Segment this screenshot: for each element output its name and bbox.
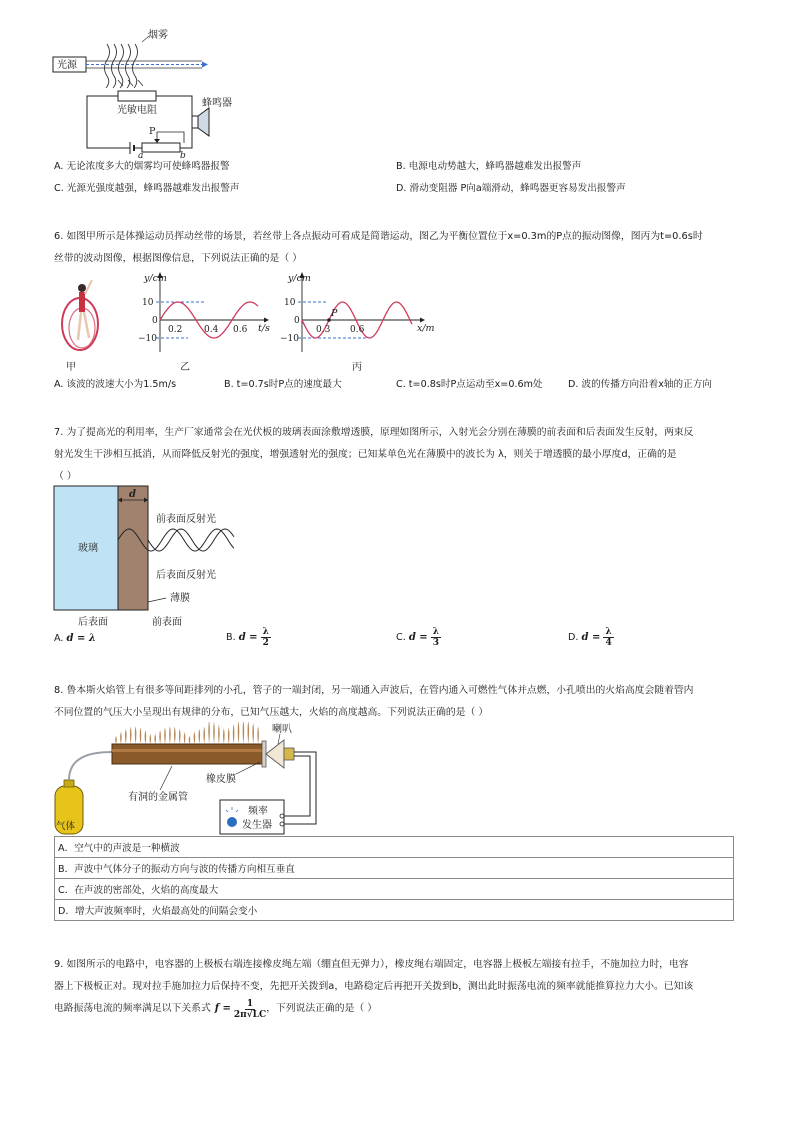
q7-option-d-left: d = [581, 632, 601, 643]
graph-yi-tick-x0: 0.2 [168, 325, 183, 335]
tube-label: 有洞的金属管 [128, 792, 188, 803]
table-row [55, 879, 734, 900]
flame [248, 722, 250, 744]
q7-option-c-left: d = [408, 632, 428, 643]
q8-option-c[interactable]: C．在声波的密部处，火焰的高度最大 [55, 879, 734, 900]
q9-formula-den: 2π√LC [233, 1009, 267, 1020]
flame [115, 736, 117, 744]
flame [213, 722, 215, 744]
freq-label-2: 发生器 [242, 820, 272, 831]
fig-jia-label: 甲 [66, 362, 76, 373]
film-layer [118, 486, 148, 610]
graph-yi [156, 272, 269, 352]
flame [169, 726, 171, 744]
flame [150, 734, 152, 744]
light-arrows-icon [118, 80, 143, 86]
q6-option-b[interactable]: B. t=0.7s时P点的速度最大 [224, 379, 342, 390]
flame [223, 728, 225, 744]
horn-icon [266, 740, 284, 768]
graph-yi-tick-x2: 0.6 [233, 325, 248, 335]
q5-circuit-figure [52, 28, 242, 158]
flame [159, 730, 161, 744]
q8-stem-line2: 不同位置的气压大小呈现出有规律的分布，已知气压越大，火焰的高度越高。下列说法正确的是（ ） [54, 707, 489, 718]
table-row [55, 900, 734, 921]
flame [243, 722, 245, 744]
flame [154, 734, 156, 744]
flame [238, 722, 240, 744]
flame [208, 722, 210, 744]
graph-yi-tick-y1: 0 [152, 316, 158, 326]
q5-circuit-svg [52, 28, 242, 158]
q5-option-b[interactable]: B. 电源电动势越大，蜂鸣器越难发出报警声 [396, 161, 582, 172]
q5-option-a[interactable]: A. 无论浓度多大的烟雾均可使蜂鸣器报警 [54, 161, 230, 172]
freq-label-1: 频率 [248, 806, 268, 817]
front-surface-label: 前表面 [152, 617, 182, 628]
flame [194, 732, 196, 744]
q6-option-d[interactable]: D. 波的传播方向沿着x轴的正方向 [568, 379, 712, 390]
q8-rubens-tube-svg [52, 722, 332, 836]
fig-yi-label: 乙 [180, 362, 190, 373]
flame [179, 729, 181, 744]
q9-stem-line1: 9. 如图所示的电路中，电容器的上极板右端连接橡皮绳左端（绷直但无弹力），橡皮绳右端固定，电容器上极板左端接有拉手，不施加拉力时，电容 [54, 959, 689, 970]
slider-p-label: P [149, 126, 156, 137]
q9-stem-line3-b: ，下列说法正确的是（ ） [266, 1003, 378, 1014]
glass-label: 玻璃 [78, 543, 98, 554]
graph-yi-tick-y2: −10 [138, 334, 157, 344]
q7-option-c[interactable] [396, 626, 441, 650]
flame [203, 726, 205, 744]
flame [174, 727, 176, 744]
gymnast-icon [62, 280, 98, 350]
generator-knob-icon [227, 817, 237, 827]
graph-bing-tick-y2: −10 [280, 334, 299, 344]
q9-formula-f: f = [214, 1003, 231, 1014]
q7-option-c-fraction [431, 627, 441, 648]
front-reflect-label: 前表面反射光 [156, 514, 216, 525]
flame [257, 726, 259, 744]
graph-bing-tick-x0: 0.3 [316, 325, 331, 335]
q6-option-c[interactable]: C. t=0.8s时P点运动至x=0.6m处 [396, 379, 543, 390]
flame-row [115, 722, 259, 744]
film-label: 薄膜 [170, 593, 190, 604]
q7-option-a-label: A. [54, 633, 64, 644]
q7-option-d-den: 4 [605, 637, 612, 648]
q7-stem-line1: 7. 为了提高光的利用率，生产厂家通常会在光伏板的玻璃表面涂敷增透膜，原理如图所示，入射光会分别在薄膜的前表面和后表面发生反射，两束反 [54, 427, 694, 438]
flame [218, 724, 220, 744]
q7-option-a[interactable] [54, 630, 96, 648]
q7-option-b-den: 2 [262, 637, 269, 648]
q8-option-b[interactable]: B．声波中气体分子的振动方向与波的传播方向相互垂直 [55, 858, 734, 879]
flame [135, 726, 137, 744]
q7-option-d-fraction [603, 627, 613, 648]
fig-bing-label: 丙 [352, 362, 362, 373]
q6-option-a[interactable]: A. 该波的波速大小为1.5m/s [54, 379, 177, 390]
graph-yi-tick-y0: 10 [142, 298, 154, 308]
back-reflect-wave [148, 529, 234, 551]
flame [233, 724, 235, 744]
flame [184, 732, 186, 744]
q7-option-b[interactable] [226, 626, 271, 650]
graph-yi-ylabel: y/cm [144, 273, 167, 284]
q7-option-b-left: d = [238, 632, 258, 643]
q7-option-d-num: λ [605, 626, 612, 637]
q8-option-a[interactable]: A．空气中的声波是一种横波 [55, 837, 734, 858]
end-b-label: b [180, 151, 186, 158]
q7-option-c-den: 3 [432, 637, 440, 648]
q6-stem-line1: 6. 如图甲所示是体操运动员挥动丝带的场景，若丝带上各点振动可看成是简谐运动，图乙为平衡位置位于x=0.3m的P点的振动图像，图丙为t=0.6s时 [54, 231, 703, 242]
rheostat [142, 143, 180, 152]
q7-stem-line3: （ ） [54, 471, 77, 482]
metal-tube [112, 744, 262, 764]
back-reflect-label: 后表面反射光 [156, 570, 216, 581]
q9-stem-line3 [54, 996, 377, 1022]
end-a-label: a [138, 151, 144, 158]
q7-option-b-label: B. [226, 632, 236, 643]
graph-yi-xlabel: t/s [258, 323, 270, 334]
graph-bing-xlabel: x/m [417, 323, 435, 334]
q7-stem-line2: 射光发生干涉相互抵消，从而降低反射光的强度，增强透射光的强度；已知某单色光在薄膜中的波长为 λ，则关于增透膜的最小厚度d，正确的是 [54, 449, 677, 460]
graph-bing-tick-y0: 10 [284, 298, 296, 308]
q7-film-svg [52, 484, 252, 632]
q9-formula-num: 1 [246, 998, 254, 1009]
q8-options-table [54, 836, 734, 921]
smoke-label: 烟雾 [148, 30, 168, 41]
gas-label: 气体 [56, 821, 76, 832]
d-label: d [129, 489, 136, 500]
q6-stem-line2: 丝带的波动图像，根据图像信息，下列说法正确的是（ ） [54, 253, 303, 264]
q7-option-b-num: λ [262, 626, 269, 637]
graph-bing-point-label: P [331, 308, 338, 319]
q7-option-c-num: λ [432, 626, 440, 637]
q9-stem-line3-a: 电路振荡电流的频率满足以下关系式 [54, 1003, 211, 1014]
q7-film-figure [52, 484, 252, 632]
rubber-label: 橡皮膜 [206, 774, 236, 785]
graph-bing-ylabel: y/cm [288, 273, 311, 284]
flame [145, 730, 147, 744]
table-row [55, 858, 734, 879]
flame [228, 728, 230, 744]
smoke-icon [105, 44, 138, 88]
q6-figures [52, 266, 452, 374]
graph-yi-tick-x1: 0.4 [204, 325, 219, 335]
q7-option-a-expr: d = λ [66, 633, 96, 644]
flame [130, 726, 132, 744]
q7-option-d-label: D. [568, 632, 579, 643]
q5-option-d[interactable]: D. 滑动变阻器 P向a端滑动，蜂鸣器更容易发出报警声 [396, 183, 626, 194]
light-source-label: 光源 [57, 60, 77, 71]
q8-rubens-tube-figure [52, 722, 332, 836]
q8-option-d[interactable]: D．增大声波频率时，火焰最高处的间隔会变小 [55, 900, 734, 921]
photoresistor [118, 91, 156, 101]
flame [252, 723, 254, 744]
q9-formula-fraction [234, 999, 266, 1020]
graph-bing-tick-y1: 0 [294, 316, 300, 326]
flame [189, 736, 191, 744]
q5-option-c[interactable]: C. 光源光强度越强，蜂鸣器越难发出报警声 [54, 183, 240, 194]
beam-arrow-icon [202, 62, 208, 68]
flame [125, 729, 127, 744]
graph-bing-tick-x1: 0.6 [350, 325, 365, 335]
flame [199, 728, 201, 744]
horn-label: 喇叭 [272, 724, 292, 735]
flame [164, 727, 166, 744]
table-row [55, 837, 734, 858]
graph-bing [298, 272, 425, 352]
buzzer-label: 蜂鸣器 [202, 98, 232, 109]
back-surface-label: 后表面 [78, 617, 108, 628]
q9-stem-line2: 器上下极板正对。现对拉手施加拉力后保持不变，先把开关拨到a，电路稳定后再把开关拨到b，测出此时振荡电流的频率就能推算拉力大小。已知该 [54, 981, 694, 992]
flame [140, 727, 142, 744]
q6-figures-svg [52, 266, 452, 374]
buzzer-icon [192, 116, 198, 128]
flame [120, 732, 122, 744]
photoresistor-label: 光敏电阻 [117, 105, 157, 116]
q8-stem-line1: 8. 鲁本斯火焰管上有很多等间距排列的小孔，管子的一端封闭，另一端通入声波后，在管内通入可燃性气体并点燃，小孔喷出的火焰高度会随着管内 [54, 685, 694, 696]
q7-option-b-fraction [261, 627, 271, 648]
q7-option-c-label: C. [396, 632, 406, 643]
q7-option-d[interactable] [568, 626, 614, 650]
